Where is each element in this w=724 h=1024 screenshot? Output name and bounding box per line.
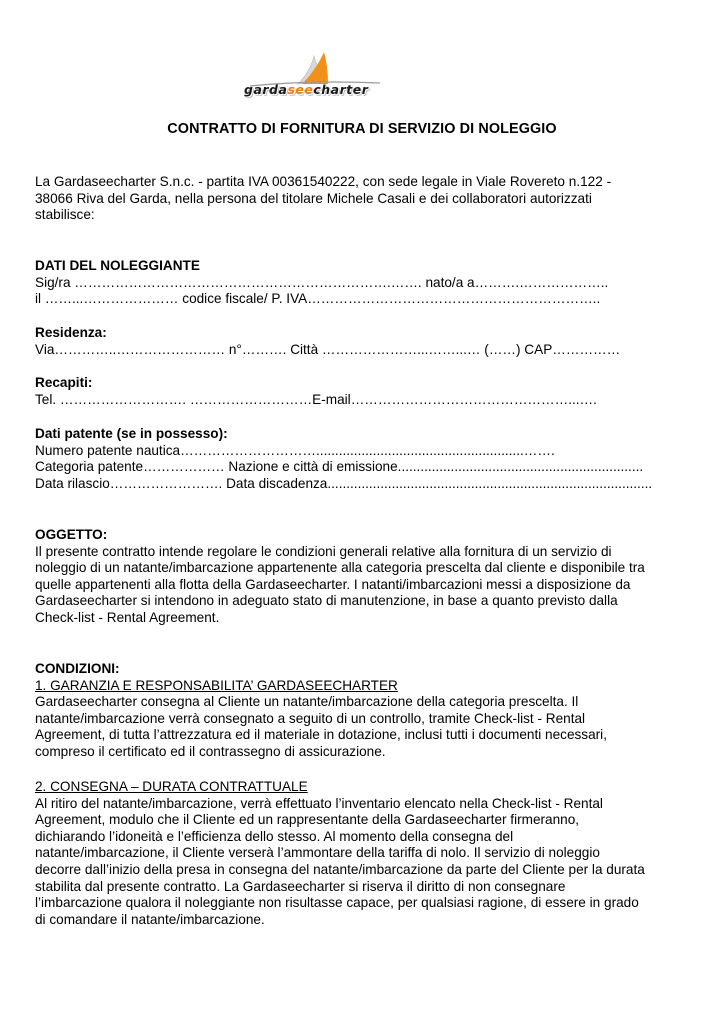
- condizioni-section1-line: Gardaseecharter consegna al Cliente un natante/imbarcazione della categoria prescelta. Il: [35, 694, 579, 710]
- patente-number-field[interactable]: Numero patente nautica………………………….......................................................…….: [35, 442, 555, 458]
- oggetto-heading: OGGETTO:: [35, 527, 108, 542]
- condizioni-section2-title: 2. CONSEGNA – DURATA CONTRATTUALE: [35, 779, 308, 794]
- condizioni-section1-line: Agreement, di tutta l’attrezzatura ed il materiale in dotazione, inclusi tutti i documenti necessari,: [35, 727, 607, 743]
- condizioni-heading: CONDIZIONI:: [35, 661, 120, 676]
- intro-line: 38066 Riva del Garda, nella persona del titolare Michele Casali e dei collaboratori autorizzati: [35, 190, 592, 206]
- oggetto-line: Check-list - Rental Agreement.: [35, 609, 220, 625]
- oggetto-line: Il presente contratto intende regolare le condizioni generali relative alla fornitura di un servizio di: [35, 543, 612, 559]
- condizioni-section2-line: stabilita dal presente contratto. La Gardaseecharter si riserva il diritto di non consegnare: [35, 878, 566, 894]
- patente-section: [35, 426, 697, 492]
- condizioni-section2-line: decorre dall’inizio della presa in consegna del natante/imbarcazione da parte del Cliente per la durata: [35, 861, 645, 877]
- condizioni-section1-line: compreso il certificato ed il contrassegno di assicurazione.: [35, 743, 386, 759]
- condizioni-section1-line: natante/imbarcazione verrà consegnato a seguito di un controllo, tramite Check-list - Rental: [35, 710, 586, 726]
- condizioni-section2: [35, 779, 697, 928]
- patente-category-field[interactable]: Categoria patente……………… Nazione e città di emissione.................................................................: [35, 459, 644, 475]
- intro-line: stabilisce:: [35, 207, 95, 223]
- document-title: CONTRATTO DI FORNITURA DI SERVIZIO DI NOLEGGIO: [167, 121, 557, 137]
- logo-wordmark: [244, 82, 368, 99]
- patente-dates-field[interactable]: Data rilascio……………………. Data discadenza......................................................................................: [35, 475, 653, 491]
- oggetto-line: Gardaseecharter si intendono in adeguato stato di manutenzione, in base a quanto previsto dalla: [35, 593, 618, 609]
- oggetto-section: [35, 527, 697, 627]
- patente-heading: Dati patente (se in possesso):: [35, 426, 228, 441]
- intro-line: La Gardaseecharter S.n.c. - partita IVA 00361540222, con sede legale in Viale Rovereto n.122 -: [35, 174, 612, 189]
- condizioni-section2-line: l’imbarcazione qualora il noleggiante non risultasse capace, per qualsiasi ragione, di essere in grado: [35, 895, 639, 911]
- recapiti-section: [35, 375, 697, 408]
- logo-text-garda: garda: [244, 82, 288, 97]
- logo-text-charter: charter: [313, 82, 369, 97]
- logo-text-see: see: [287, 82, 314, 97]
- condizioni-section2-line: natante/imbarcazione, il Cliente verserà l’ammontare della tariffa di nolo. Il servizio di noleggio: [35, 845, 600, 861]
- oggetto-line: noleggio di un natante/imbarcazione appartenente alla categoria prescelta dal cliente e disponibile tra: [35, 560, 645, 576]
- condizioni-section1-title: 1. GARANZIA E RESPONSABILITA’ GARDASEECHARTER: [35, 677, 398, 693]
- company-logo: [240, 50, 386, 104]
- noleggiante-tax-field[interactable]: il ……...………………… codice fiscale/ P. IVA………………………………………………………..: [35, 291, 601, 307]
- condizioni-section2-line: Al ritiro del natante/imbarcazione, verrà effettuato l’inventario elencato nella Check-list - Rental: [35, 795, 603, 811]
- condizioni-section2-line: dichiarando l’idoneità e l’efficienza dello stesso. Al momento della consegna del: [35, 828, 514, 844]
- noleggiante-heading: DATI DEL NOLEGGIANTE: [35, 258, 200, 273]
- condizioni-section: [35, 661, 697, 761]
- oggetto-line: quelle appartenenti alla flotta della Gardaseecharter. I natanti/imbarcazioni messi a disposizione da: [35, 576, 631, 592]
- recapiti-contact-field[interactable]: Tel. ………………………. ………………………E-mail…………………………………………...….: [35, 391, 597, 407]
- noleggiante-section: [35, 258, 697, 308]
- condizioni-section2-line: Agreement, modulo che il Cliente ed un rappresentante della Gardaseecharter firmeranno,: [35, 812, 580, 828]
- residenza-section: [35, 325, 697, 358]
- recapiti-heading: Recapiti:: [35, 375, 93, 390]
- residenza-address-field[interactable]: Via…………..…………………… n°………. Città …………………...……...… (……) CAP……………: [35, 341, 621, 357]
- residenza-heading: Residenza:: [35, 325, 107, 340]
- condizioni-section2-line: di comandare il natante/imbarcazione.: [35, 911, 265, 927]
- intro-paragraph: [35, 174, 697, 224]
- noleggiante-name-field[interactable]: Sig/ra …………………………………………………………….……. nato/a a……….………………..: [35, 274, 609, 290]
